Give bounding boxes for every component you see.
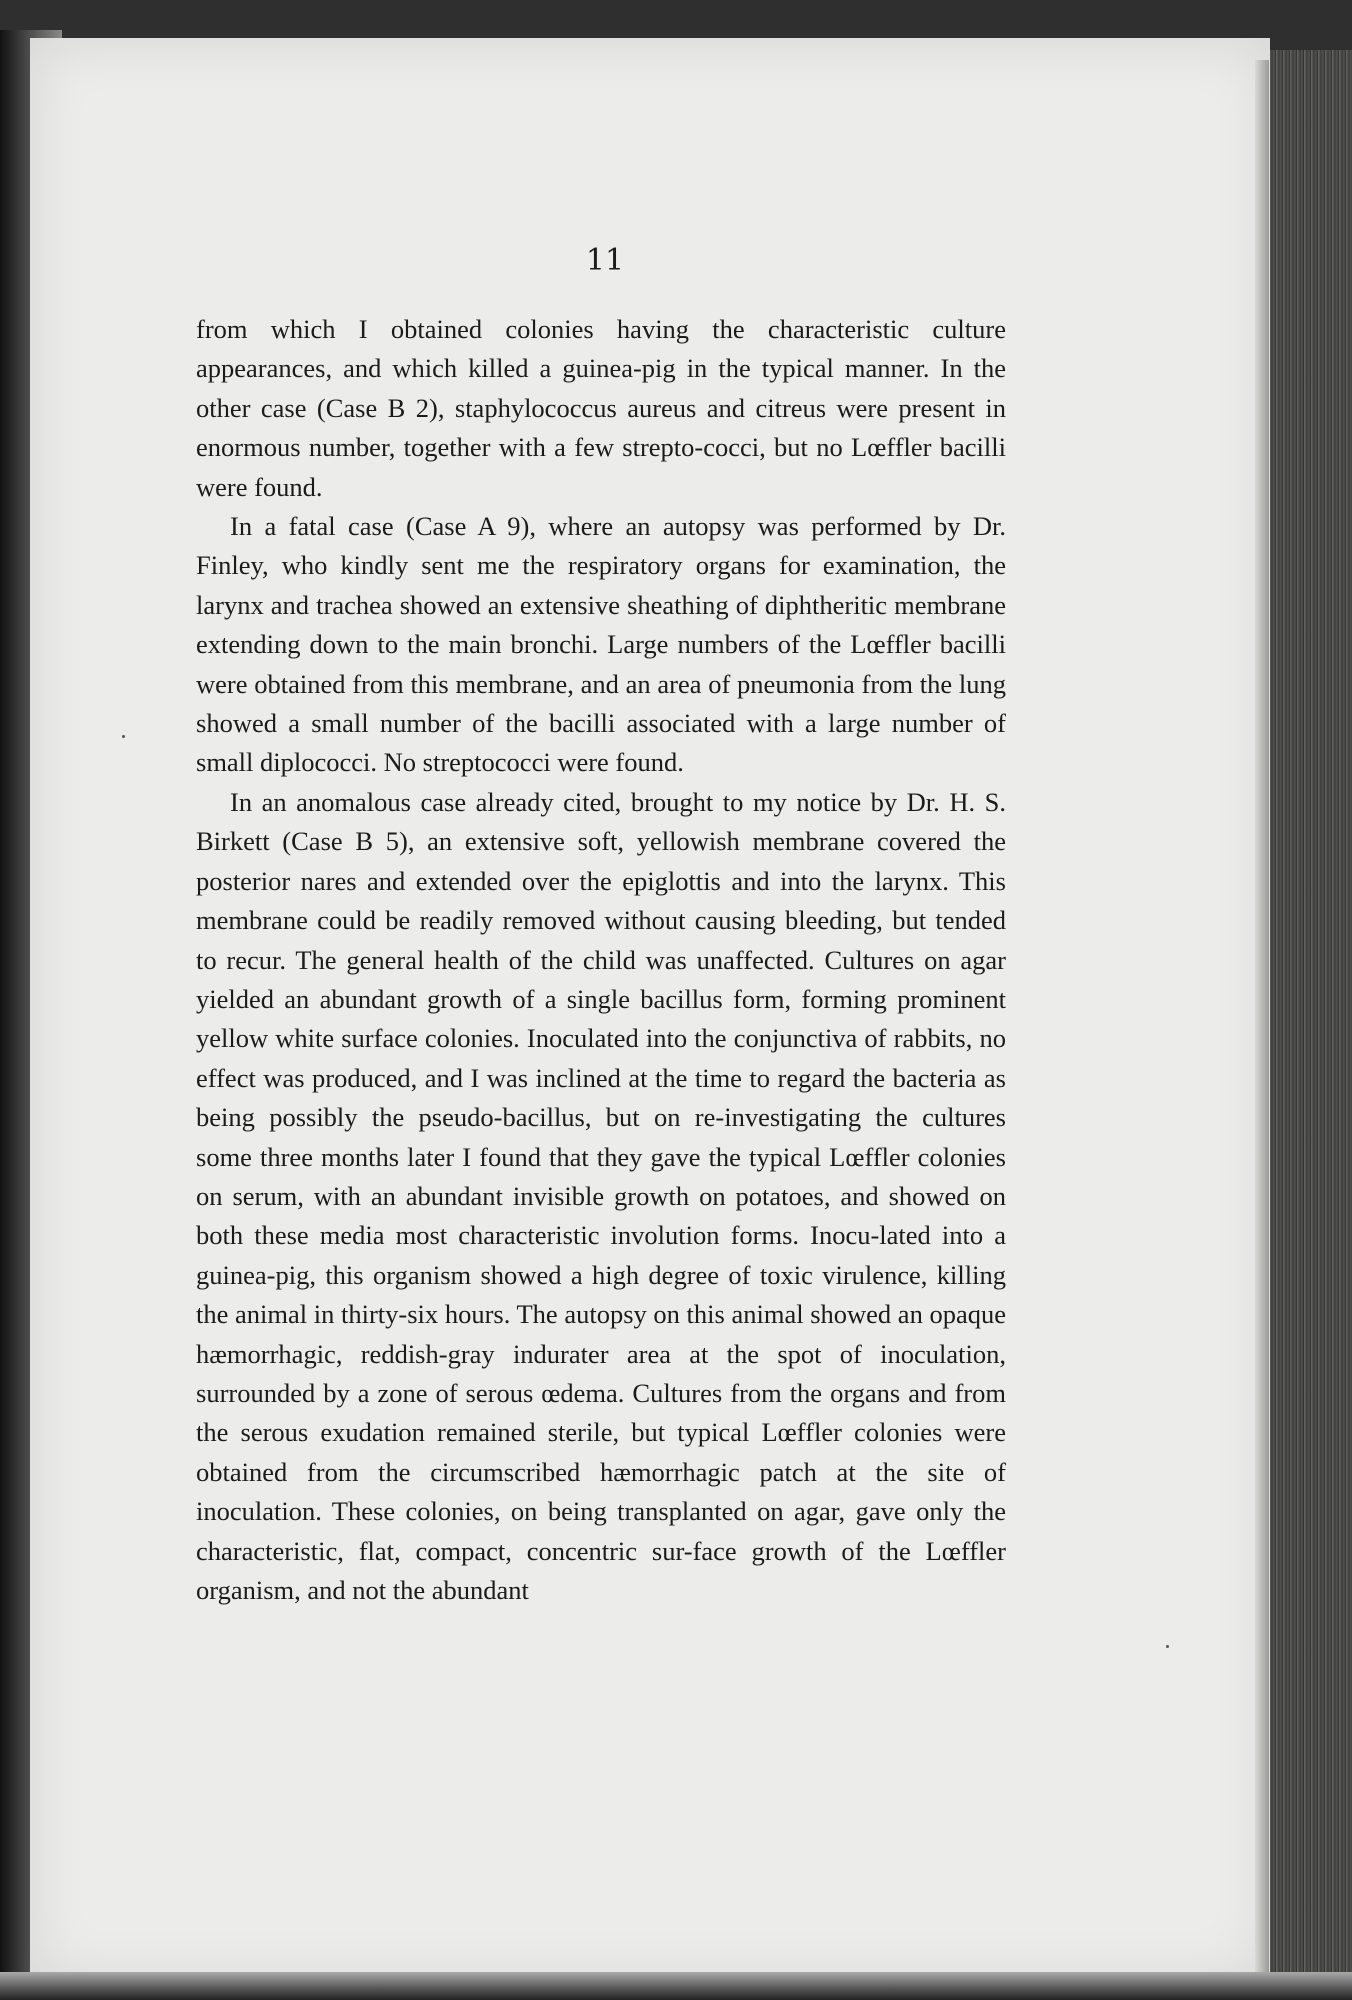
paragraph-3: In an anomalous case already cited, brought to my notice by Dr. H. S. Birkett (Case B 5), an extensive soft, yellowish membrane covered the posterior nares and extended over the epiglottis and into the larynx. This membrane could be readily removed without causing bleeding, but tended to recur. The general health of the child was unaffected. Cultures on agar yielded an abundant growth of a single bacillus form, forming prominent yellow white surface colonies. Inoculated into the conjunctiva of rabbits, no effect was produced, and I was inclined at the time to regard the bacteria as being possibly the pseudo-bacillus, but on re-investigating the cultures some three months later I found that they gave the typical Lœffler colonies on serum, with an abundant invisible growth on potatoes, and showed on both these media most characteristic involution forms. Inocu-lated into a guinea-pig, this organism showed a high degree of toxic virulence, killing the animal in thirty-six hours. The autopsy on this animal showed an opaque hæmorrhagic, reddish-gray indurater area at the spot of inoculation, surrounded by a zone of serous œdema. Cultures from the organs and from the serous exudation remained sterile, but typical Lœffler colonies were obtained from the circumscribed hæmorrhagic patch at the site of inoculation. These colonies, on being transplanted on agar, gave only the characteristic, flat, compact, concentric sur-face growth of the Lœffler organism, and not the abundant [196,786,1006,1605]
paragraph-2: In a fatal case (Case A 9), where an autopsy was performed by Dr. Finley, who kindly sent me the respiratory organs for examination, the larynx and trachea showed an extensive sheathing of diphtheritic membrane extending down to the main bronchi. Large numbers of the Lœffler bacilli were obtained from this membrane, and an area of pneumonia from the lung showed a small number of the bacilli associated with a large number of small diplococci. No streptococci were found. [196,511,1006,778]
dust-speck [1166,1645,1169,1648]
body-text [196,310,1006,1610]
page-stack-edge [1262,50,1352,2000]
paper-page [30,38,1270,1983]
paragraph-1: from which I obtained colonies having the characteristic culture appearances, and which killed a guinea-pig in the typical manner. In the other case (Case B 2), staphylococcus aureus and citreus were present in enormous number, together with a few strepto-cocci, but no Lœffler bacilli were found. [196,314,1006,502]
page-edge-highlight [1255,60,1269,1990]
dust-speck [122,735,125,738]
page-number: 11 [585,243,625,278]
book-bottom-edge [0,1972,1352,2000]
